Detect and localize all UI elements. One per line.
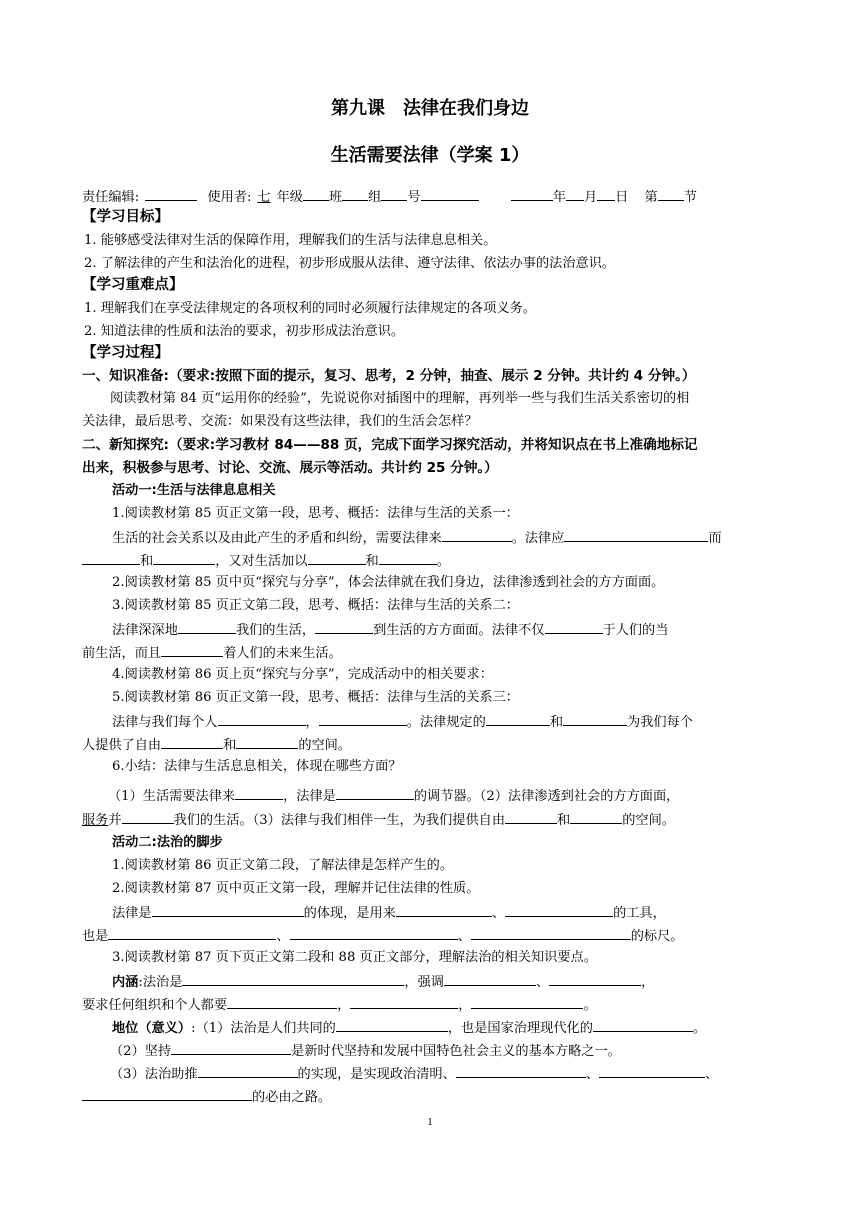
lesson-subtitle: 生活需要法律（学案 1） xyxy=(330,145,530,166)
text: 。 xyxy=(436,554,450,569)
text: 和 xyxy=(365,554,379,569)
text: 也是 xyxy=(82,929,109,944)
activity2-position-3-a xyxy=(110,1064,718,1084)
text: 、 xyxy=(535,975,550,990)
blank xyxy=(319,712,407,726)
section1-para-1: 阅读教材第 84 页“运用你的经验”，先说说你对插图中的理解，再列举一些与我们生活关系密切的相 xyxy=(110,391,690,406)
blank xyxy=(549,972,641,986)
text: 的必由之路。 xyxy=(252,1090,332,1105)
text: 、 xyxy=(585,1067,599,1082)
text: （2）坚持 xyxy=(110,1044,172,1059)
number-label: 号 xyxy=(407,190,421,205)
text: :（1）法治是人们共同的 xyxy=(191,1021,336,1036)
text: 和 xyxy=(140,554,154,569)
month-label: 月 xyxy=(583,190,598,205)
activity1-title: 活动一:生活与法律息息相关 xyxy=(112,483,276,498)
text: 的体现，是用来 xyxy=(303,906,396,921)
blank xyxy=(564,528,708,542)
text: 内涵 xyxy=(112,975,139,990)
activity1-step-6: 6.小结：法律与生活息息相关，体现在哪些方面？ xyxy=(112,759,402,774)
goal-item-1: 1. 能够感受法律对生活的保障作用，理解我们的生活与法律息息相关。 xyxy=(84,233,497,248)
blank xyxy=(442,528,512,542)
activity1-summary-a xyxy=(108,786,679,806)
text: 的空间。 xyxy=(298,738,352,753)
text: 法律是 xyxy=(112,906,152,921)
text: 我们的生活。（3）法律与我们相伴一生，为我们提供自由 xyxy=(173,813,506,828)
blank xyxy=(153,551,215,565)
text: ，强调 xyxy=(404,975,444,990)
text: 的调节器。（2）法律渗透到社会的方方面面， xyxy=(413,789,680,804)
period-label: 节 xyxy=(683,190,697,205)
blank xyxy=(563,712,627,726)
text: （1）生活需要法律来 xyxy=(108,789,236,804)
blank xyxy=(235,786,283,800)
activity2-title: 活动二:法治的脚步 xyxy=(112,835,223,850)
text: 前生活，而且 xyxy=(82,646,162,661)
blank xyxy=(379,551,437,565)
day-label: 日 xyxy=(615,190,629,205)
goal-item-2: 2. 了解法律的产生和法治化的进程，初步形成服从法律、遵守法律、依法办事的法治意识。 xyxy=(84,256,616,271)
activity1-summary-b xyxy=(82,810,675,830)
activity1-step-5-fill-b xyxy=(82,735,351,755)
blank xyxy=(182,972,404,986)
period-blank xyxy=(658,187,684,201)
activity1-step-3-fill-a xyxy=(112,620,668,640)
blank xyxy=(336,1018,448,1032)
text: 法律与我们每个人 xyxy=(112,715,218,730)
text: 而 xyxy=(708,531,722,546)
blank xyxy=(336,786,414,800)
text: 人提供了自由 xyxy=(82,738,162,753)
text: 和 xyxy=(557,813,571,828)
text: 和 xyxy=(223,738,237,753)
text: 。法律规定的 xyxy=(406,715,486,730)
blank xyxy=(599,1064,705,1078)
text: 。 xyxy=(583,998,597,1013)
grade-value: 七 xyxy=(257,190,271,205)
blank xyxy=(456,1064,586,1078)
blank xyxy=(545,620,603,634)
text: 、 xyxy=(457,929,471,944)
activity1-step-3-fill-b xyxy=(82,643,342,663)
text: 为我们每个 xyxy=(627,715,693,730)
blank xyxy=(570,810,622,824)
blank xyxy=(444,972,536,986)
class-label: 班 xyxy=(328,190,343,205)
activity1-step-4: 4.阅读教材第 86 页上页“探究与分享”，完成活动中的相关要求： xyxy=(112,667,493,682)
year-label: 年 xyxy=(552,190,566,205)
text: ，也是国家治理现代化的 xyxy=(447,1021,593,1036)
blank xyxy=(82,551,140,565)
day-blank xyxy=(597,187,615,201)
text: 的标尺。 xyxy=(630,929,684,944)
text: ，法律是 xyxy=(283,789,336,804)
blank xyxy=(122,810,174,824)
user-label: 使用者: xyxy=(207,190,252,205)
blank xyxy=(161,735,223,749)
text: 到生活的方方面面。法律不仅 xyxy=(373,623,545,638)
text: 是新时代坚持和发展中国特色社会主义的基本方略之一。 xyxy=(291,1044,621,1059)
blank xyxy=(308,551,366,565)
blank xyxy=(350,995,458,1009)
editor-blank xyxy=(145,187,197,201)
text: 的空间。 xyxy=(622,813,675,828)
text: 的工具， xyxy=(613,906,666,921)
goals-heading: 【学习目标】 xyxy=(82,209,169,225)
name-blank xyxy=(421,187,479,201)
text: ， xyxy=(458,998,472,1013)
text: 、 xyxy=(704,1067,719,1082)
blank xyxy=(593,1018,693,1032)
editor-label: 责任编辑: xyxy=(82,190,140,205)
section2-title-1: 二、新知探究:（要求:学习教材 84——88 页，完成下面学习探究活动，并将知识点在书上准确地标记 xyxy=(82,437,698,453)
text: 着人们的未来生活。 xyxy=(223,646,342,661)
text: （3）法治助推 xyxy=(110,1067,198,1082)
text: ， xyxy=(305,715,319,730)
text: 。法律应 xyxy=(511,531,565,546)
blank xyxy=(178,620,236,634)
key-points-heading: 【学习重难点】 xyxy=(82,277,184,293)
lesson-title: 第九课 法律在我们身边 xyxy=(331,98,529,119)
group-label: 组 xyxy=(368,190,382,205)
period-prefix: 第 xyxy=(644,190,658,205)
text: 我们的生活， xyxy=(235,623,316,638)
activity1-step-1-fill-a xyxy=(112,528,722,548)
blank xyxy=(315,620,373,634)
blank xyxy=(396,903,492,917)
text: 、 xyxy=(276,929,290,944)
activity2-position-1 xyxy=(112,1018,706,1038)
grade-label: 年级 xyxy=(276,190,303,205)
blank xyxy=(471,926,631,940)
activity2-step-2-fill-b xyxy=(82,926,684,946)
activity1-step-5: 5.阅读教材第 86 页正文第一段，思考、概括：法律与生活的关系三： xyxy=(112,690,519,705)
key-point-2: 2. 知道法律的性质和法治的要求，初步形成法治意识。 xyxy=(84,324,405,339)
class-blank xyxy=(303,187,329,201)
process-heading: 【学习过程】 xyxy=(82,345,169,361)
activity2-connotation-a xyxy=(112,972,654,992)
activity1-step-5-fill-a xyxy=(112,712,693,732)
blank xyxy=(152,903,304,917)
activity1-step-1: 1.阅读教材第 85 页正文第一段，思考、概括：法律与生活的关系一： xyxy=(112,506,519,521)
blank xyxy=(486,712,550,726)
activity2-connotation-b xyxy=(82,995,597,1015)
activity2-position-3-b xyxy=(82,1087,331,1107)
text: 。 xyxy=(692,1021,707,1036)
year-blank xyxy=(511,187,553,201)
blank xyxy=(505,903,613,917)
activity1-step-3: 3.阅读教材第 85 页正文第二段，思考、概括：法律与生活的关系二： xyxy=(112,598,519,613)
text: ， xyxy=(641,975,655,990)
text: 于人们的当 xyxy=(602,623,669,638)
text: 、 xyxy=(491,906,506,921)
blank xyxy=(218,712,306,726)
key-point-1: 1. 理解我们在享受法律规定的各项权利的同时必须履行法律规定的各项义务。 xyxy=(84,301,536,316)
blank xyxy=(161,643,223,657)
blank xyxy=(471,995,583,1009)
activity2-step-3: 3.阅读教材第 87 页下页正文第二段和 88 页正文部分，理解法治的相关知识要点。 xyxy=(112,950,597,965)
number-blank xyxy=(381,187,407,201)
section1-para-2: 关法律，最后思考、交流：如果没有这些法律，我们的生活会怎样？ xyxy=(82,414,478,429)
blank xyxy=(82,1087,252,1101)
text: ， xyxy=(337,998,351,1013)
activity1-step-1-fill-b xyxy=(82,551,450,571)
header-info-line xyxy=(82,187,697,207)
blank xyxy=(108,926,276,940)
text: 生活的社会关系以及由此产生的矛盾和纠纷，需要法律来 xyxy=(112,531,442,546)
section2-title-2: 出来，积极参与思考、讨论、交流、展示等活动。共计约 25 分钟。） xyxy=(82,460,498,476)
activity2-position-2 xyxy=(110,1041,621,1061)
blank xyxy=(290,926,458,940)
text: 并 xyxy=(108,813,122,828)
text: :法治是 xyxy=(138,975,183,990)
blank xyxy=(171,1041,291,1055)
text: 地位（意义） xyxy=(112,1021,192,1036)
month-blank xyxy=(566,187,584,201)
group-blank xyxy=(342,187,368,201)
text: ，又对生活加以 xyxy=(215,554,308,569)
blank xyxy=(505,810,557,824)
text: 的实现，是实现政治清明、 xyxy=(297,1067,456,1082)
blank xyxy=(227,995,337,1009)
blank xyxy=(198,1064,298,1078)
activity2-step-2-fill-a xyxy=(112,903,666,923)
activity1-step-2: 2.阅读教材第 85 页中页“探究与分享”，体会法律就在我们身边，法律渗透到社会的方方面面。 xyxy=(112,575,665,590)
text: 和 xyxy=(549,715,563,730)
blank xyxy=(236,735,298,749)
text: 法律深深地 xyxy=(112,623,178,638)
page-number: 1 xyxy=(427,1116,433,1128)
text: 要求任何组织和个人都要 xyxy=(82,998,228,1013)
activity2-step-1: 1.阅读教材第 86 页正文第二段，了解法律是怎样产生的。 xyxy=(112,858,454,873)
text: 服务 xyxy=(82,813,109,828)
activity2-step-2: 2.阅读教材第 87 页中页正文第一段，理解并记住法律的性质。 xyxy=(112,881,480,896)
section1-title: 一、知识准备:（要求:按照下面的提示，复习、思考，2 分钟，抽查、展示 2 分钟。共计约 4 分钟。） xyxy=(82,368,696,384)
